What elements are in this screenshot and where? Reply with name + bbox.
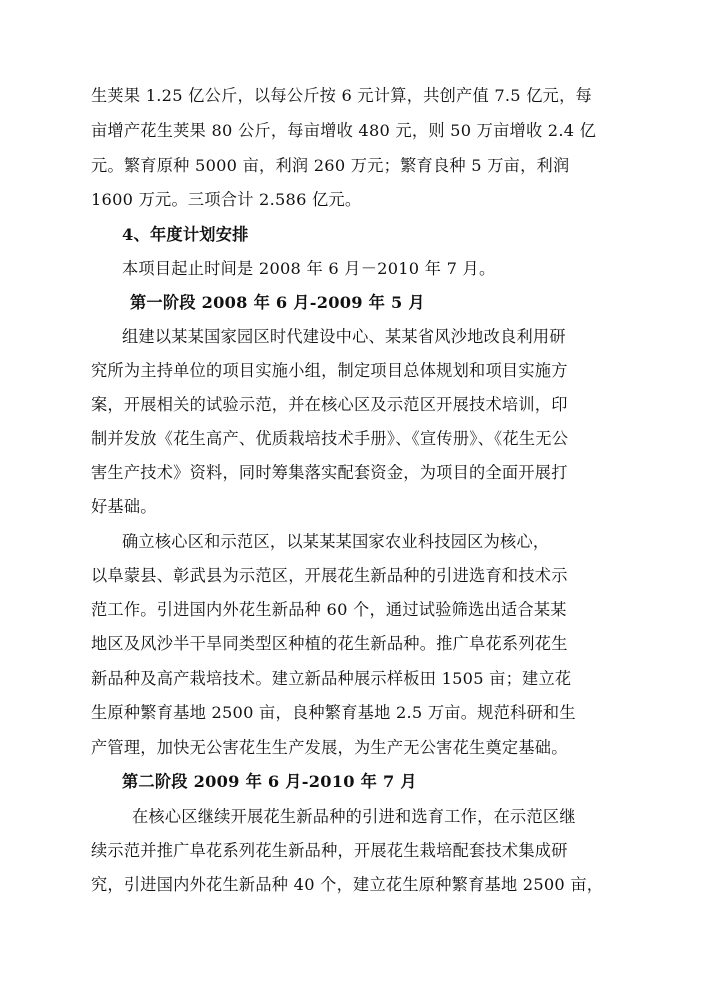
stage2-heading: 第二阶段 2009 年 6 月-2010 年 7 月 [122, 772, 417, 791]
stage1-heading: 第一阶段 2008 年 6 月-2009 年 5 月 [130, 293, 425, 312]
text-line: 地区及风沙半干旱同类型区种植的花生新品种。推广阜花系列花生 [91, 634, 568, 653]
text-line: 生荚果 1.25 亿公斤，以每公斤按 6 元计算，共创产值 7.5 亿元，每 [91, 86, 592, 105]
text-line: 续示范并推广阜花系列花生新品种，开展花生栽培配套技术集成研 [91, 841, 568, 860]
text-line: 究所为主持单位的项目实施小组，制定项目总体规划和项目实施方 [91, 361, 568, 380]
text-line: 元。繁育原种 5000 亩，利润 260 万元；繁育良种 5 万亩，利润 [91, 156, 570, 175]
text-line: 制并发放《花生高产、优质栽培技术手册》、《宣传册》、《花生无公 [91, 429, 569, 448]
text-line: 产管理，加快无公害花生生产发展，为生产无公害花生奠定基础。 [91, 738, 568, 757]
text-line: 案，开展相关的试验示范，并在核心区及示范区开展技术培训，印 [91, 395, 568, 414]
text-line: 害生产技术》资料，同时筹集落实配套资金，为项目的全面开展打 [91, 463, 568, 482]
project-period-text: 本项目起止时间是 2008 年 6 月－2010 年 7 月。 [122, 259, 496, 278]
text-line: 组建以某某国家园区时代建设中心、某某省风沙地改良利用研 [122, 327, 566, 346]
text-line: 1600 万元。三项合计 2.586 亿元。 [91, 190, 362, 209]
text-line: 新品种及高产栽培技术。建立新品种展示样板田 1505 亩；建立花 [91, 669, 572, 688]
text-line: 好基础。 [91, 497, 157, 516]
text-line: 生原种繁育基地 2500 亩，良种繁育基地 2.5 万亩。规范科研和生 [91, 703, 576, 722]
section-heading: 4、年度计划安排 [122, 225, 249, 244]
text-line: 范工作。引进国内外花生新品种 60 个，通过试验筛选出适合某某 [91, 600, 567, 619]
text-line: 在核心区继续开展花生新品种的引进和选育工作，在示范区继 [132, 807, 576, 826]
text-line: 亩增产花生荚果 80 公斤，每亩增收 480 元，则 50 万亩增收 2.4 亿 [91, 121, 597, 140]
text-line: 确立核心区和示范区，以某某某国家农业科技园区为核心， [122, 532, 550, 551]
text-line: 究，引进国内外花生新品种 40 个，建立花生原种繁育基地 2500 亩， [91, 875, 604, 894]
text-line: 以阜蒙县、彰武县为示范区，开展花生新品种的引进选育和技术示 [91, 566, 568, 585]
